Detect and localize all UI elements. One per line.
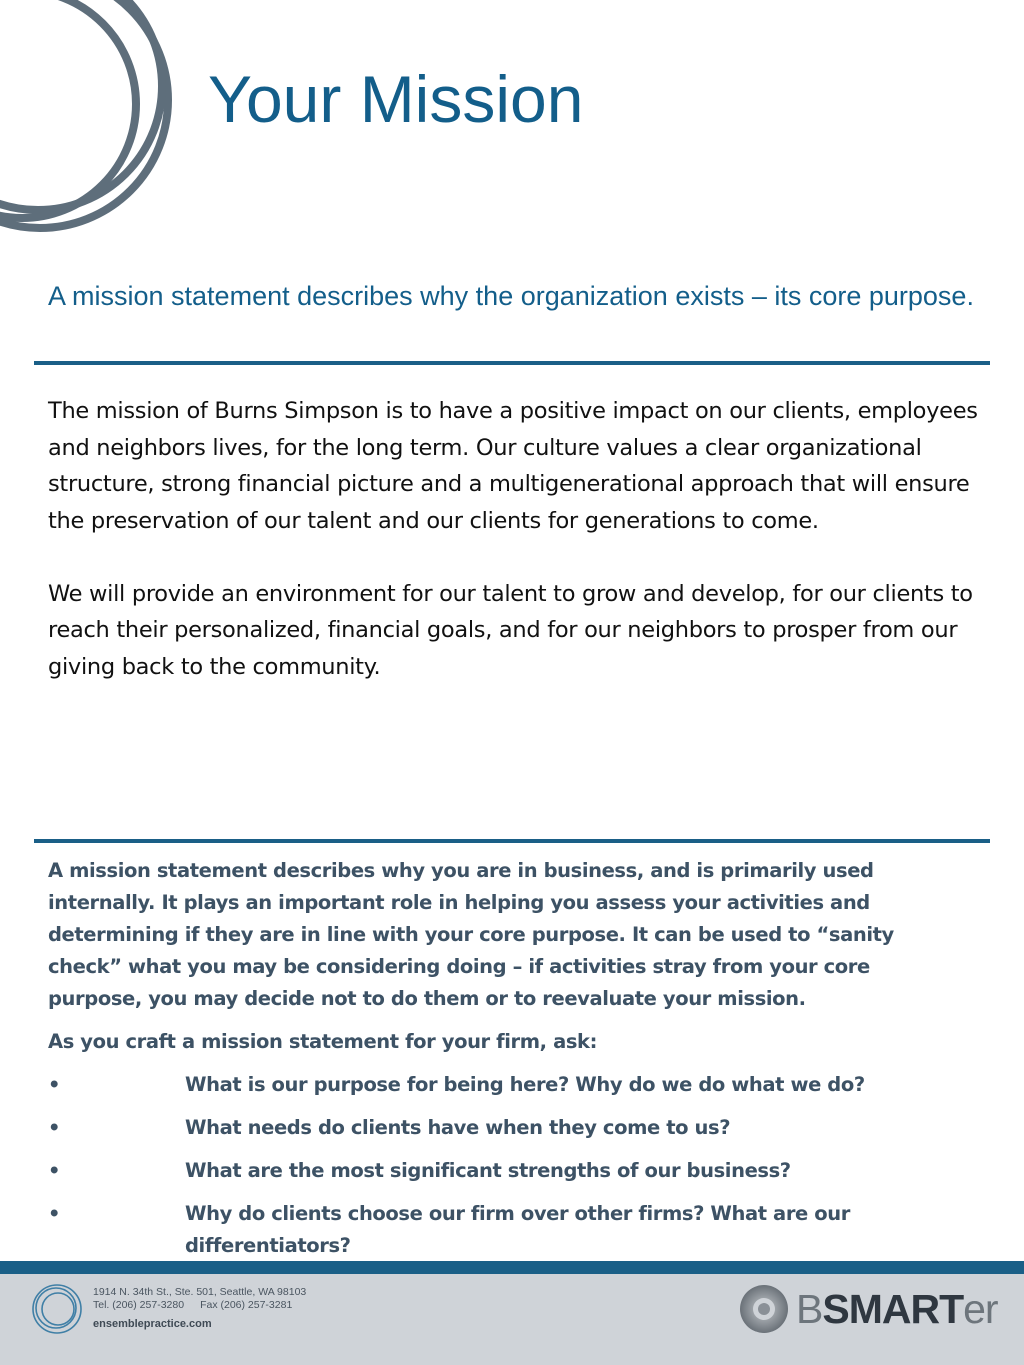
footer (0, 1274, 1024, 1365)
divider-top (34, 361, 990, 365)
footer-band (0, 1261, 1024, 1274)
phone-line (93, 1299, 306, 1312)
list-item (48, 1198, 948, 1262)
bsmarter-logo-icon (738, 1283, 790, 1335)
guidance-intro: A mission statement describes why you are in business, and is primarily used internally. It plays an important role in helping you assess your activities and determining if they are in line with your core purpose. It can be used to “sanity check” what you may be considering doing – if activities stray from your core purpose, you may decide not to do them or to reevaluate your mission. (48, 859, 894, 1010)
mission-statement (48, 393, 978, 685)
tel-text: Tel. (206) 257-3280 (93, 1299, 185, 1311)
bullet: • (48, 1159, 61, 1182)
question-list (48, 1069, 948, 1262)
bullet: • (48, 1202, 61, 1225)
list-item (48, 1069, 948, 1101)
bullet: • (48, 1116, 61, 1139)
brand-wordmark: BSMARTer (796, 1285, 998, 1332)
contact-info (93, 1286, 306, 1331)
list-item (48, 1112, 948, 1144)
brand-logo (738, 1282, 998, 1336)
mission-paragraph: The mission of Burns Simpson is to have a positive impact on our clients, employees and neighbors lives, for the long term. Our culture values a clear organizational structure, strong financial picture and a multigenerational approach that will ensure the preservation of our talent and our clients for generations to come. (48, 398, 978, 534)
question-text: What needs do clients have when they come to us? (185, 1116, 731, 1139)
question-text: What are the most significant strengths of our business? (185, 1159, 791, 1182)
ensemble-logo-icon (30, 1282, 84, 1336)
guidance-ask: As you craft a mission statement for your firm, ask: (48, 1030, 597, 1053)
subtitle: A mission statement describes why the organization exists – its core purpose. (48, 281, 974, 311)
mission-paragraph: We will provide an environment for our talent to grow and develop, for our clients to reach their personalized, financial goals, and for our neighbors to prosper from our giving back to the community. (48, 580, 973, 680)
address-line: 1914 N. 34th St., Ste. 501, Seattle, WA 98103 (93, 1286, 307, 1298)
divider-bottom (34, 839, 990, 843)
question-text: What is our purpose for being here? Why do we do what we do? (185, 1073, 865, 1096)
question-text: Why do clients choose our firm over other firms? What are our differentiators? (185, 1202, 850, 1257)
rings-logo-icon (0, 0, 200, 260)
page-title: Your Mission (208, 62, 584, 136)
list-item (48, 1155, 948, 1187)
website-link[interactable]: ensemblepractice.com (93, 1318, 212, 1330)
fax-text: Fax (206) 257-3281 (200, 1299, 293, 1311)
bullet: • (48, 1073, 61, 1096)
guidance-section (48, 855, 948, 1273)
